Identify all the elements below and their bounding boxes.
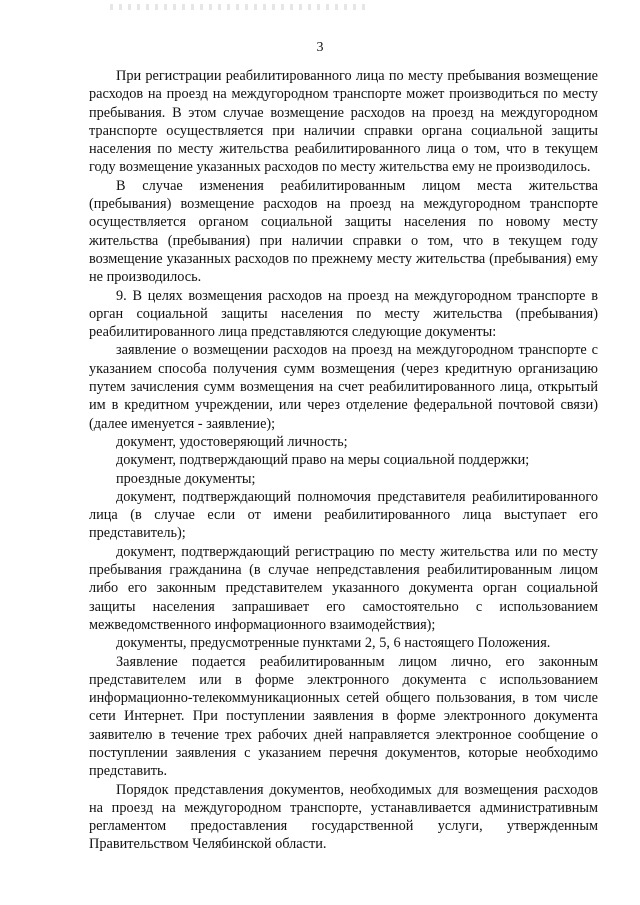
list-item-registration-document: документ, подтверждающий регистрацию по месту жительства или по месту пребывания гражданина (в случае непредставления реабилитированным лицом либо его законным представителем указанного документа орган социальной защиты населения запрашивает его самостоятельно с использованием межведомственного информационного взаимодействия);	[89, 543, 598, 633]
paragraph-application-submission: Заявление подается реабилитированным лицом лично, его законным представителем или в форме электронного документа с использованием информационно-телекоммуникационных сетей общего пользования, в том числе сети Интернет. При поступлении заявления в форме электронного документа заявителю в течение трех рабочих дней направляется электронное сообщение о поступлении заявления с указанием перечня документов, которые необходимо представить.	[89, 653, 598, 780]
document-body	[89, 67, 598, 854]
list-item-other-documents: документы, предусмотренные пунктами 2, 5, 6 настоящего Положения.	[116, 635, 551, 652]
paragraph-registration-temporary: При регистрации реабилитированного лица по месту пребывания возмещение расходов на проезд на междугородном транспорте может производиться по месту пребывания. В этом случае возмещение расходов на проезд на междугородном транспорте осуществляется при наличии справки органа социальной защиты населения по месту жительства реабилитированного лица о том, что в текущем году возмещение указанных расходов по месту жительства ему не производилось.	[89, 68, 598, 176]
list-item-identity-document: документ, удостоверяющий личность;	[116, 433, 348, 450]
page-number: 3	[316, 40, 324, 55]
list-item-representative-authority: документ, подтверждающий полномочия представителя реабилитированного лица (в случае если от имени реабилитированного лица выступает его представитель);	[89, 488, 598, 542]
paragraph-procedure: Порядок представления документов, необходимых для возмещения расходов на проезд на междугородном транспорте, устанавливается административным регламентом предоставления государственной услуги, утвержденным Правительством Челябинской области.	[89, 781, 598, 853]
list-item-travel-documents: проездные документы;	[116, 470, 256, 487]
scan-artifact	[110, 4, 370, 10]
list-item-application: заявление о возмещении расходов на проезд на междугородном транспорте с указанием способа получения сумм возмещения (через кредитную организацию путем зачисления сумм возмещения на счет реабилитированного лица, открытый им в кредитном учреждении, или через отделение федеральной почтовой связи) (далее именуется - заявление);	[89, 342, 598, 432]
paragraph-item-9: 9. В целях возмещения расходов на проезд на междугородном транспорте в орган социальной защиты населения по месту жительства (пребывания) реабилитированного лица представляются следующие документы:	[89, 287, 598, 341]
list-item-support-right-document: документ, подтверждающий право на меры социальной поддержки;	[116, 452, 530, 469]
paragraph-change-of-residence: В случае изменения реабилитированным лицом места жительства (пребывания) возмещение расходов на проезд на междугородном транспорте осуществляется органом социальной защиты населения по новому месту жительства (пребывания) при наличии справки о том, что в текущем году возмещение указанных расходов по прежнему месту жительства (пребывания) ему не производилось.	[89, 177, 598, 286]
